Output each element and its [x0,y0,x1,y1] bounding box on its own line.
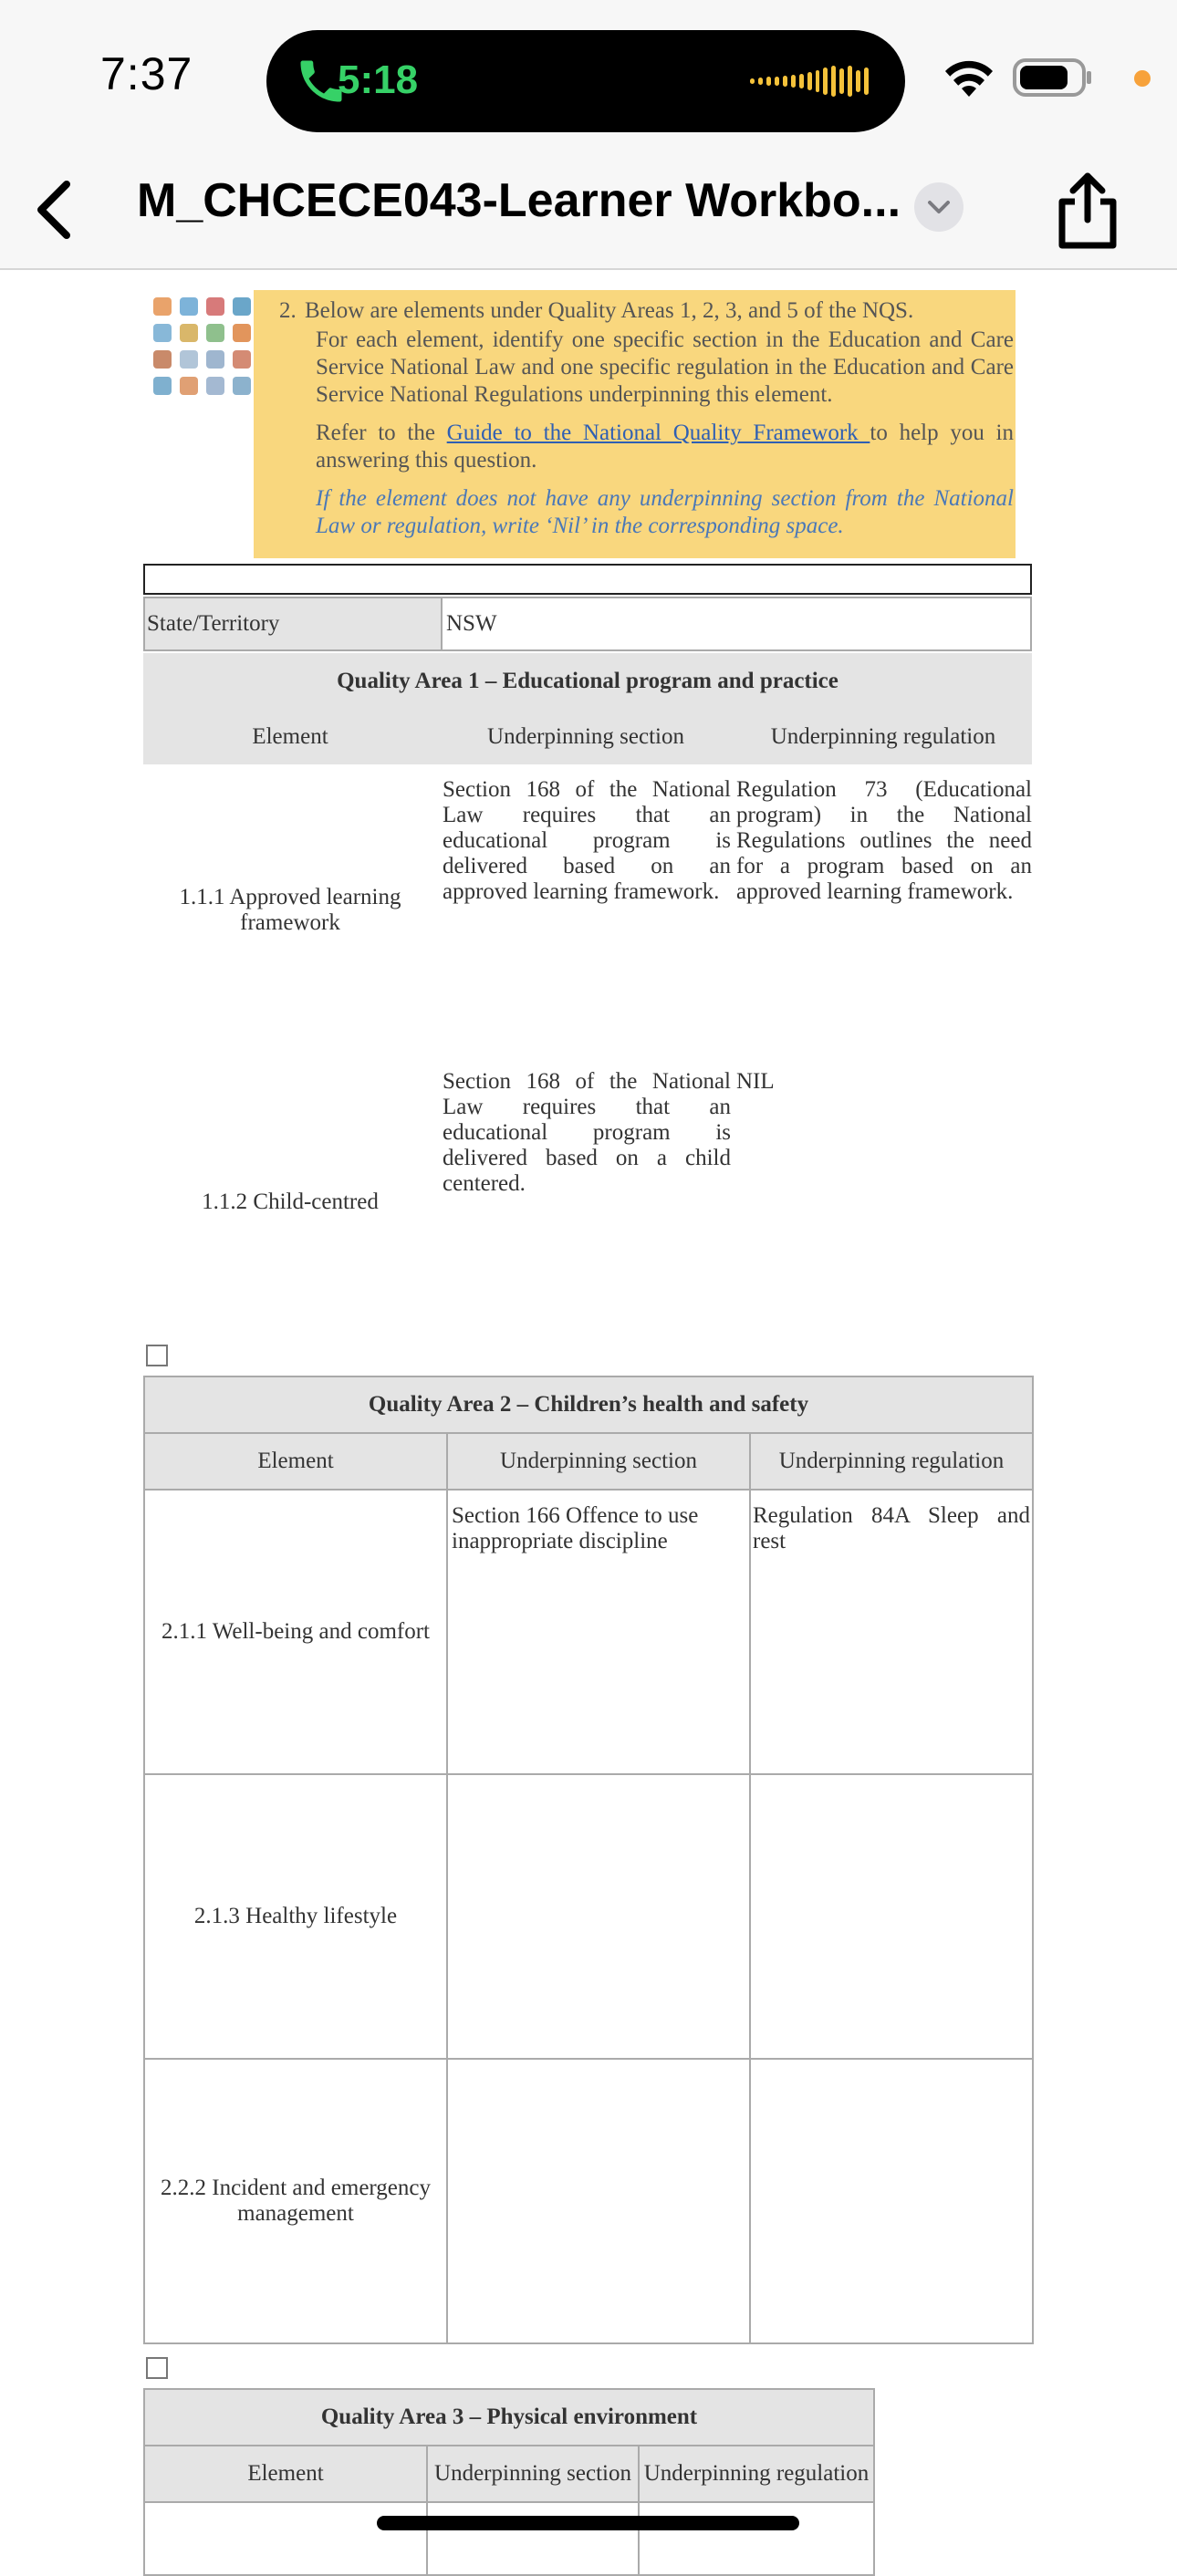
qa3-table [143,2388,875,2576]
document-title[interactable]: M_CHCECE043-Learner Workbo... [137,174,901,227]
qa3-regulation-cell[interactable] [639,2502,874,2575]
navigation-bar [0,155,1177,270]
qa2-element-cell: 2.1.1 Well-being and comfort [144,1490,447,1774]
qa1-regulation-cell[interactable]: NIL [736,1069,775,1094]
state-value[interactable]: NSW [442,597,1031,650]
qa2-table [143,1376,1034,2344]
qa2-header-element: Element [144,1433,447,1490]
instruction-paragraph: For each element, identify one specific section in the Education and Care Service National Law and one specific regulation in the Education and Care Service National Regulations underpinning this element. [316,327,1014,407]
qa3-header-element: Element [144,2446,427,2502]
qa1-title: Quality Area 1 – Educational program and practice [337,669,838,693]
state-label: State/Territory [144,597,442,650]
qa1-section-cell[interactable]: Section 168 of the National Law requires that an educational program is delivered based on a child centered. [443,1069,731,1196]
qa3-element-cell [144,2502,427,2575]
qa1-element-cell: 1.1.1 Approved learning framework [179,885,401,935]
qa3-section-cell[interactable] [427,2502,639,2575]
table-row [144,1774,1033,2059]
qa1-regulation-cell[interactable]: Regulation 73 (Educational program) in the National Regulations outlines the need for a program based on an approved learning framework. [736,777,1032,904]
battery-icon [1013,58,1093,97]
privacy-indicator-dot [1134,70,1151,87]
back-chevron-icon[interactable] [23,173,87,246]
qa2-header-section: Underpinning section [447,1433,750,1490]
qa2-regulation-cell[interactable] [750,1774,1033,2059]
home-indicator[interactable] [377,2516,799,2530]
qa2-section-cell[interactable] [447,1774,750,2059]
state-table [143,597,1032,651]
question-text: Below are elements under Quality Areas 1, 2, 3, and 5 of the NQS. [305,298,914,323]
qa1-element-cell: 1.1.2 Child-centred [202,1189,379,1214]
title-menu-button[interactable] [914,182,963,232]
dynamic-island-call[interactable] [266,30,905,132]
qa2-regulation-cell[interactable]: Regulation 84A Sleep and rest [750,1490,1033,1774]
call-duration: 5:18 [338,57,419,102]
status-clock: 7:37 [100,48,193,99]
qa3-header-section: Underpinning section [427,2446,639,2502]
qa2-header-regulation: Underpinning regulation [750,1433,1033,1490]
qa2-regulation-cell[interactable] [750,2059,1033,2343]
qa1-header-regulation: Underpinning regulation [770,724,996,749]
qa2-section-cell[interactable] [447,2059,750,2343]
reference-paragraph: Refer to the Guide to the National Quality Framework to help you in answering this question. [316,421,1015,473]
audio-waveform-icon [750,63,869,99]
qa2-element-cell: 2.2.2 Incident and emergency management [144,2059,447,2343]
qa1-section-cell[interactable]: Section 168 of the National Law requires that an educational program is delivered based on an approved learning framework. [443,777,731,904]
qa2-title: Quality Area 2 – Children’s health and safety [144,1376,1033,1433]
table-row [143,764,1032,1056]
nil-note: If the element does not have any underpinning section from the National Law or regulation, write ‘Nil’ in the corresponding space. [316,486,1014,538]
document-page[interactable] [0,270,1177,2550]
table-row [144,2059,1033,2343]
table-title-strip [143,564,1032,595]
qa1-header-section: Underpinning section [487,724,684,749]
question-number: 2. [279,298,297,323]
wifi-icon [940,57,998,100]
qa2-section-cell[interactable]: Section 166 Offence to use inappropriate discipline [447,1490,750,1774]
question-instruction-box [254,290,1016,558]
qa1-header-element: Element [252,724,328,749]
activity-illustration-icon [153,297,254,398]
qa2-element-cell: 2.1.3 Healthy lifestyle [144,1774,447,2059]
table-anchor-checkbox[interactable] [146,2357,168,2379]
qa3-header-regulation: Underpinning regulation [639,2446,874,2502]
table-row [143,1056,1032,1348]
share-icon[interactable] [1049,169,1126,253]
status-bar [0,0,1177,155]
qa3-title: Quality Area 3 – Physical environment [144,2389,874,2446]
table-anchor-checkbox[interactable] [146,1345,168,1366]
table-row [144,1490,1033,1774]
chevron-down-icon [914,182,963,232]
qa1-table [143,653,1032,1348]
nqf-guide-link[interactable]: Guide to the National Quality Framework [446,421,870,445]
table-row [144,2502,874,2575]
